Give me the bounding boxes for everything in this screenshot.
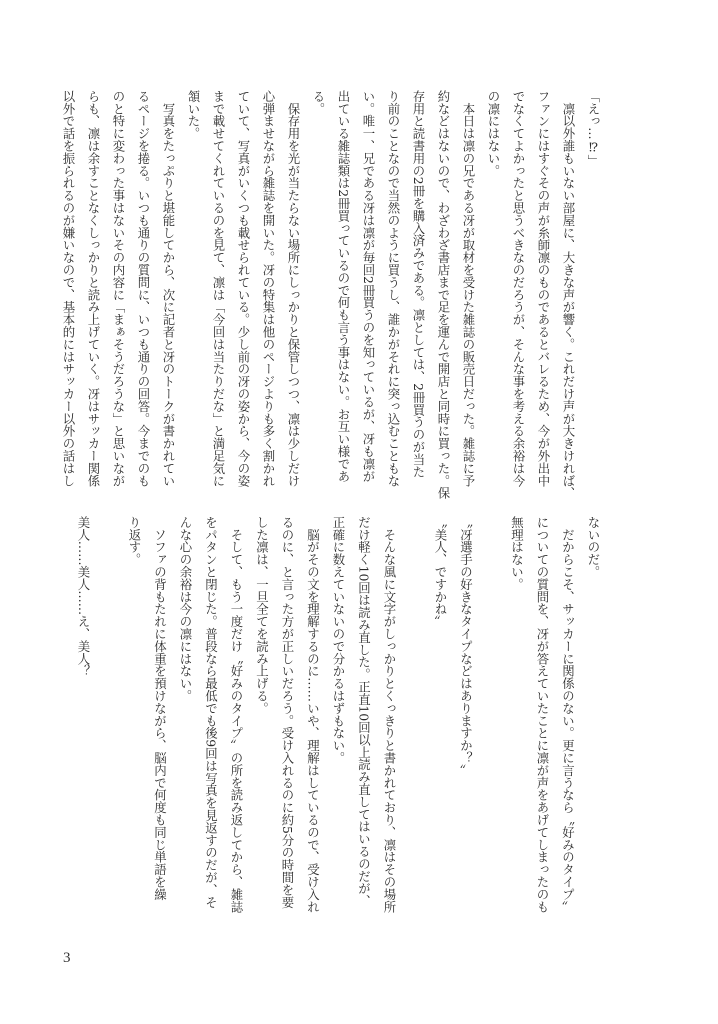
text-line: ないのだ。 xyxy=(586,516,601,578)
text-line: 正確に数えていないので分かるはずもない。 xyxy=(331,516,346,764)
text-line: 以外で話を振られるのが嫌いなので、基本的にはサッカー以外の話はし xyxy=(61,90,76,487)
text-line: した凛は、一旦全てを読み上げる。 xyxy=(254,516,270,715)
page-number: 3 xyxy=(63,950,71,966)
text-line: んな心の余裕は今の凛にはない。 xyxy=(178,516,193,702)
text-line: ファンにはすぐその声が糸師凛のものであるとバレるため、今が外出中 xyxy=(536,90,551,487)
text-line: 約などはないので、わざわざ書店まで足を運んで開店と同時に買った。保 xyxy=(436,90,451,500)
text-line: 美人……美人……え、美人？ xyxy=(76,516,91,678)
text-line: 「えっ…⁉」 xyxy=(586,90,601,167)
text-line: 写真をたっぷりと堪能してから、次に記者と冴のトークが書かれてい xyxy=(161,90,176,487)
text-line: そして、もう一度だけ〝好みのタイプ〟の所を読み返してから、雑誌 xyxy=(229,516,244,913)
text-line: り前のことなので当然のように買うし、誰かがそれに突っ込むこともな xyxy=(386,90,401,487)
text-line xyxy=(96,516,122,936)
text-line: い。唯一、兄である冴は凛が毎回2冊買うのを知っているが、冴も凛が xyxy=(361,90,376,483)
text-line xyxy=(479,516,505,936)
text-line: 〝美人、ですかね〟 xyxy=(433,516,448,628)
text-line: ソファの背もたれに体重を預けながら、脳内で何度も同じ単語を繰 xyxy=(152,516,168,901)
text-line: 心弾ませながら雑誌を開いた。冴の特集は他のページよりも多く割かれ xyxy=(261,90,276,487)
text-line: についての質問を、冴が答えていたことに凛が声をあげてしまったのも xyxy=(535,516,550,913)
text-line: る。 xyxy=(311,90,326,115)
text-line: るページを捲る。いつも通りの質問に、いつも通りの回答。今までのも xyxy=(136,90,151,487)
text-line: らも、凛は余すことなくしっかりと読み上げていく。冴はサッカー関係 xyxy=(86,90,101,487)
text-line: るのに、と言った方が正しいだろう。受け入れるのに約5分の時間を要 xyxy=(280,516,295,909)
text-line: 〝冴選手の好きなタイプなどはありますか？〟 xyxy=(458,516,474,777)
text-line: 脳がその文を理解するのに……いや、理解はしているので、受け入れ xyxy=(305,516,321,913)
text-line: まで載せてくれているのを見て、凛は「今回は当たりだな」と満足気に xyxy=(211,90,226,487)
text-line: 本日は凛の兄である冴が取材を受けた雑誌の販売日だった。雑誌に予 xyxy=(461,90,476,487)
text-line: 頷いた。 xyxy=(186,90,201,140)
text-line: そんな風に文字がしっかりとくっきりと書かれており、凛はその場所 xyxy=(382,516,397,913)
text-line: だけ軽く10回は読み直した。正直10回以上読み直してはいるのだが、 xyxy=(356,516,372,908)
text-line: のと特に変わった事はないその内容に「まぁそうだろうな」と思いなが xyxy=(111,90,126,487)
text-line: 存用と読書用の2冊を購入済みである。凛としては、2冊買うのが当た xyxy=(411,90,426,478)
text-line: をパタンと閉じた。普段なら最低でも後9回は写真を見返すのだが、そ xyxy=(203,516,219,909)
text-line: だからこそ、サッカーに関係のない。更に言うなら〝好みのタイプ〟 xyxy=(560,516,576,913)
text-line: 凛以外誰もいない部屋に、大きな声が響く。これだけ声が大きければ、 xyxy=(561,90,576,500)
text-line: 保存用を光が当たらない場所にしっかりと保管しつつ、凛は少しだけ xyxy=(286,90,301,487)
text-line: ていて、写真がいくつも載せられている。少し前の冴の姿から、今の姿 xyxy=(236,90,251,487)
lower-text-block xyxy=(71,516,607,936)
text-line: 出ている雑誌類は2冊買っているので何も言う事はない。お互い様であ xyxy=(336,90,351,483)
text-line: でなくてよかったと思うべきなのだろうが、そんな事を考える余裕は今 xyxy=(511,90,526,487)
upper-text-block xyxy=(56,90,606,505)
text-line xyxy=(402,516,428,936)
text-line: 無理はない。 xyxy=(509,516,525,591)
text-line: の凛にはない。 xyxy=(486,90,501,177)
text-line: り返す。 xyxy=(127,516,142,566)
